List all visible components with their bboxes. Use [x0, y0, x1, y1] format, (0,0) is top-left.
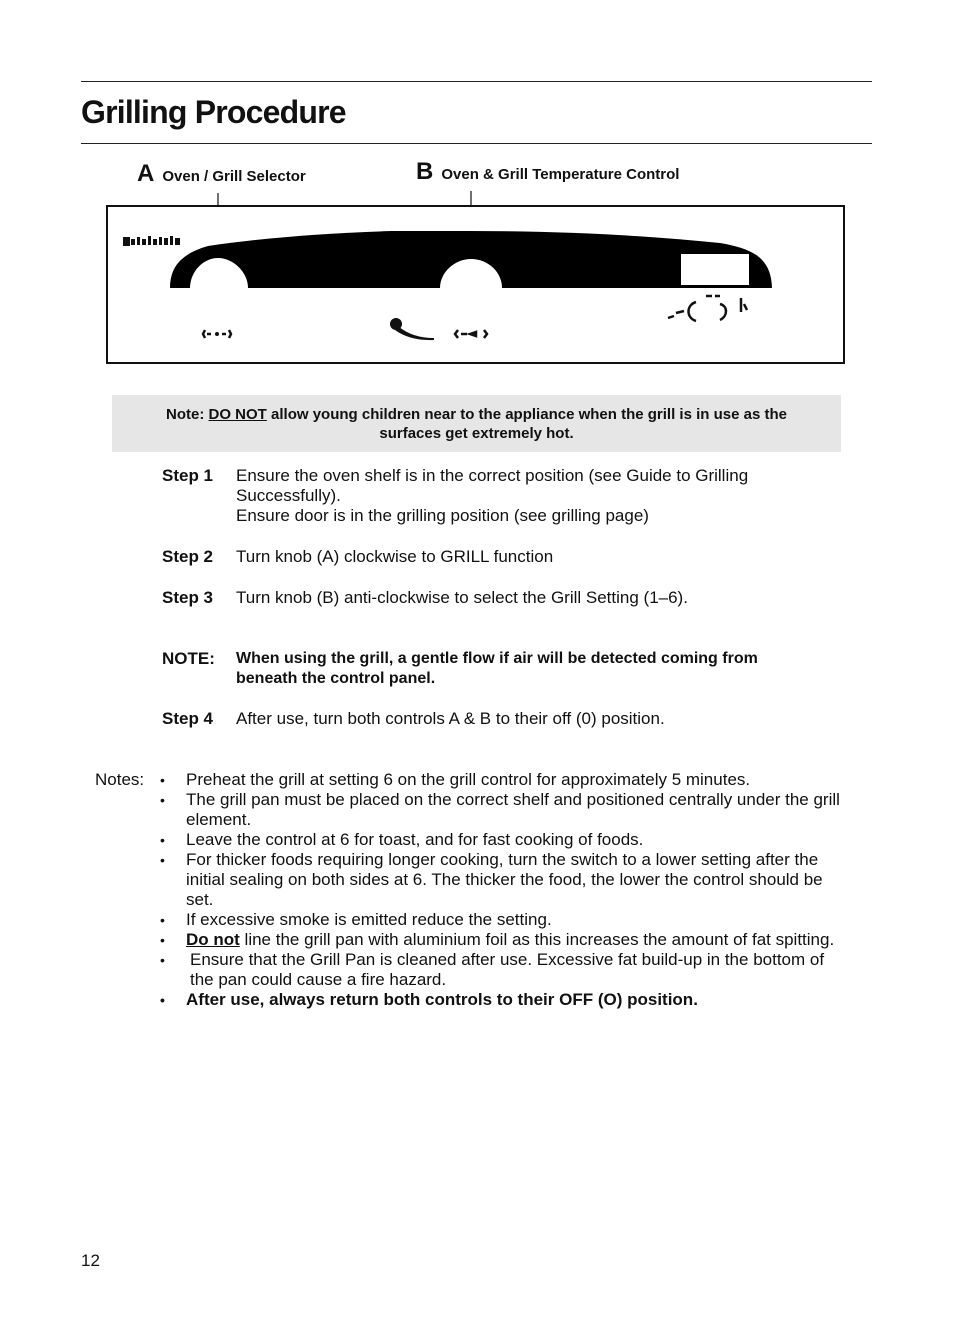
step-line: Turn knob (B) anti-clockwise to select the Grill Setting (1–6). [236, 588, 688, 607]
warning-prefix: Note: [166, 406, 209, 423]
display-window [681, 254, 749, 285]
note-line: When using the grill, a gentle flow if air will be detected coming from [236, 650, 758, 667]
warning-text: allow young children near to the appliance when the grill is in use as the [266, 406, 787, 423]
step-body [236, 588, 876, 608]
step-line: After use, turn both controls A & B to their off (0) position. [236, 709, 665, 728]
step-body [236, 709, 876, 729]
callout-a-label: Oven / Grill Selector [162, 168, 306, 185]
callout-b-label: Oven & Grill Temperature Control [441, 166, 680, 183]
page-title: Grilling Procedure [81, 94, 346, 130]
note-emphasis: Do not [186, 930, 240, 949]
control-panel-diagram [0, 0, 954, 380]
note-item: • Leave the control at 6 for toast, and for fast cooking of foods. [160, 830, 850, 850]
callout-b-letter: B [416, 158, 434, 185]
warning-emphasis: DO NOT [208, 406, 267, 423]
note-item: • For thicker foods requiring longer cooking, turn the switch to a lower setting after the initial sealing on both sides at 6. The thicker the food, the lower the control should be set. [160, 850, 850, 910]
notes-label: Notes: [95, 770, 145, 789]
step-line: Turn knob (A) clockwise to GRILL function [236, 547, 554, 566]
step-line: Ensure the oven shelf is in the correct position (see Guide to Grilling [236, 466, 749, 485]
step-line: Ensure door is in the grilling position (see grilling page) [236, 506, 649, 525]
warning-line-2: surfaces get extremely hot. [379, 425, 574, 442]
note-label: NOTE: [162, 649, 215, 668]
note-item: • Ensure that the Grill Pan is cleaned after use. Excessive fat build-up in the bottom of the pan could cause a fire hazard. [160, 950, 850, 990]
step-body [236, 547, 876, 567]
step-body [236, 466, 876, 526]
step-label: Step 1 [162, 466, 214, 485]
step-line: Successfully). [236, 486, 341, 505]
safety-warning-note [112, 395, 841, 452]
note-text: line the grill pan with aluminium foil as this increases the amount of fat spitting. [239, 930, 835, 949]
callout-a-letter: A [137, 160, 155, 187]
notes-list [160, 770, 850, 1010]
step-label: Step 3 [162, 588, 214, 607]
note-item-foil [160, 930, 850, 950]
note-item: • Preheat the grill at setting 6 on the grill control for approximately 5 minutes. [160, 770, 850, 790]
note-body [236, 649, 876, 689]
step-label: Step 4 [162, 709, 214, 728]
note-line: beneath the control panel. [236, 670, 436, 687]
note-item-final: • After use, always return both controls to their OFF (O) position. [160, 990, 850, 1010]
step-label: Step 2 [162, 547, 214, 566]
note-item: • The grill pan must be placed on the correct shelf and positioned centrally under the grill element. [160, 790, 850, 830]
note-item: • If excessive smoke is emitted reduce the setting. [160, 910, 850, 930]
page-number: 12 [81, 1251, 100, 1270]
warning-line-1 [112, 405, 841, 424]
